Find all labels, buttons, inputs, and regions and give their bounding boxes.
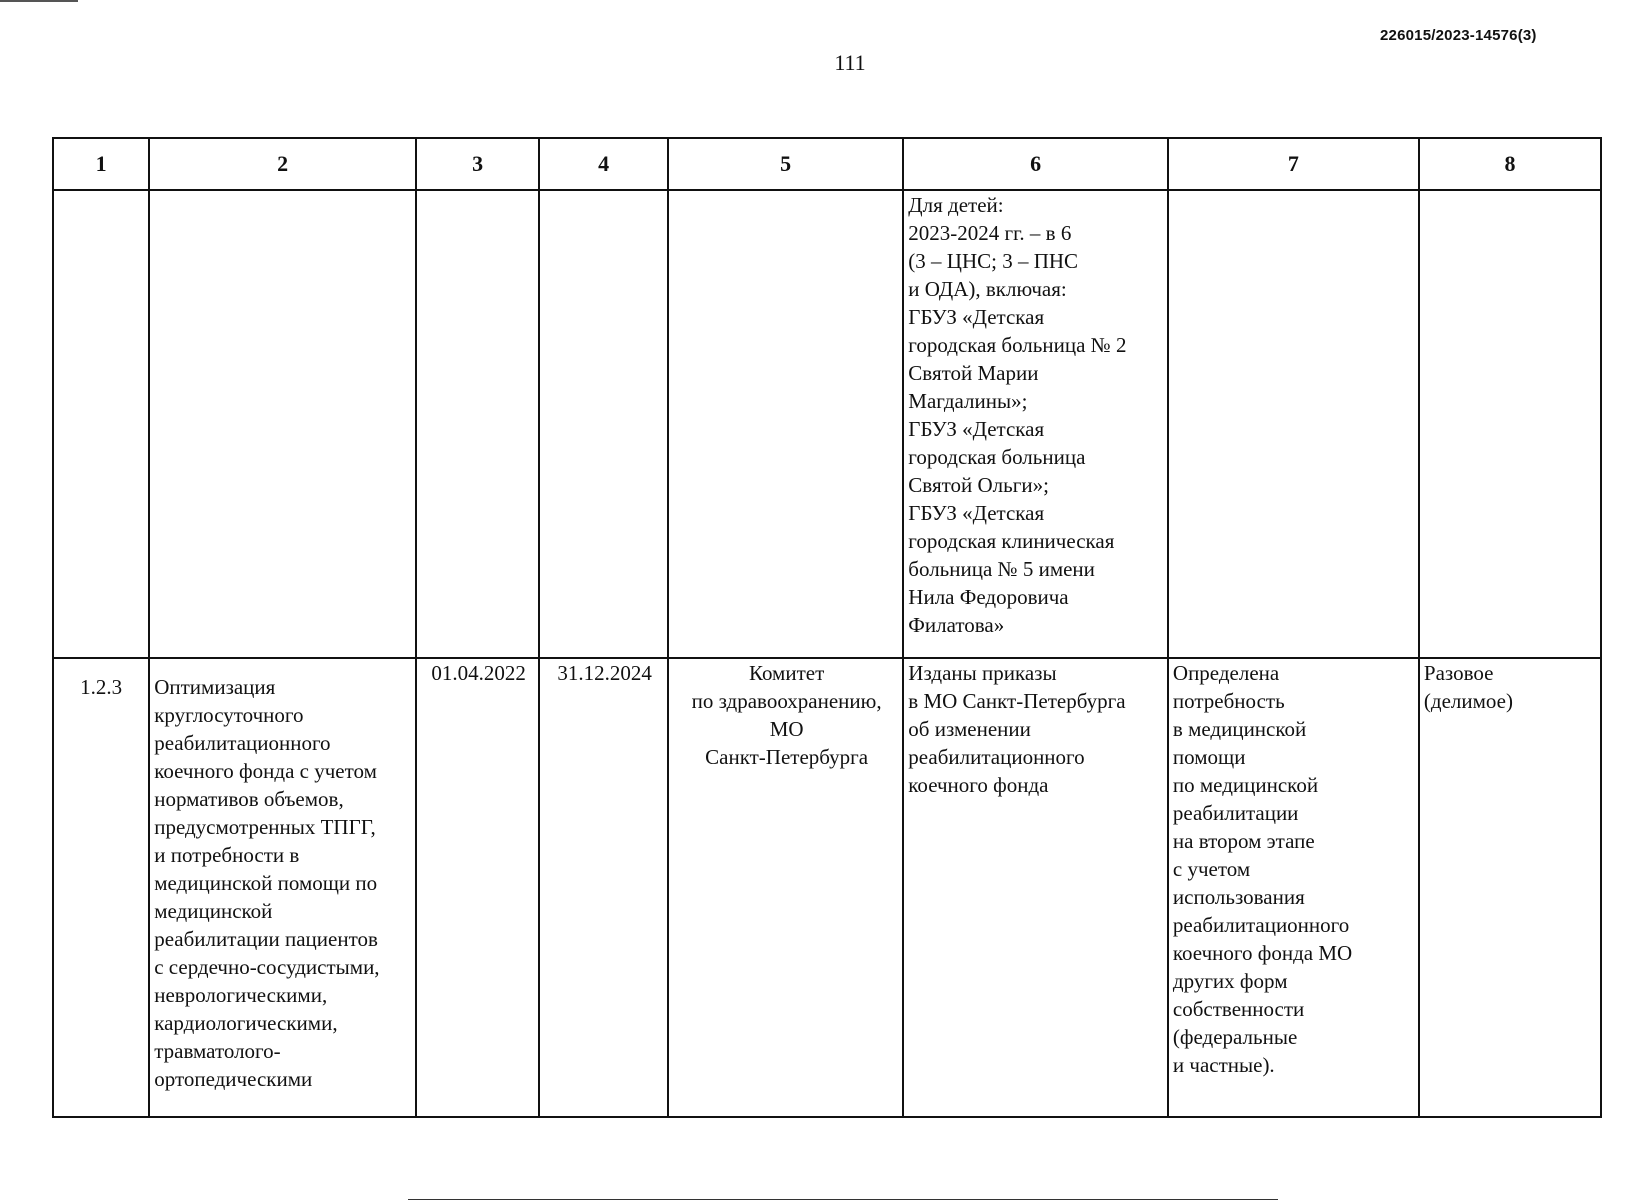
column-header-6: 6 (903, 138, 1168, 190)
text-line: круглосуточного (154, 703, 304, 727)
cell-indicator (1168, 658, 1419, 1117)
text-line: Филатова» (908, 613, 1005, 637)
cell-measure-name (149, 658, 416, 1117)
scan-edge-mark (0, 0, 78, 2)
cell-result (903, 658, 1168, 1117)
column-header-4: 4 (539, 138, 668, 190)
table-row-continuation (53, 190, 1601, 658)
text-line: (федеральные (1172, 1025, 1298, 1049)
cell-end-empty (539, 190, 668, 658)
text-line: 2023-2024 гг. – в 6 (908, 221, 1072, 245)
text-line: городская больница № 2 (908, 333, 1127, 357)
text-line: Нила Федоровича (908, 585, 1069, 609)
text-line: ГБУЗ «Детская (908, 501, 1045, 525)
text-line: об изменении (908, 717, 1031, 741)
text-line: ГБУЗ «Детская (908, 305, 1045, 329)
text-line: Для детей: (908, 193, 1004, 217)
cell-start-empty (416, 190, 539, 658)
text-line: городская больница (908, 445, 1086, 469)
text-line: в МО Санкт-Петербурга (908, 689, 1126, 713)
column-header-5: 5 (668, 138, 903, 190)
column-header-8: 8 (1419, 138, 1601, 190)
cell-name-empty (149, 190, 416, 658)
page-number: 111 (834, 50, 866, 75)
text-line: и частные). (1172, 1053, 1275, 1077)
cell-end-date: 31.12.2024 (539, 658, 668, 1117)
text-line: потребность (1172, 689, 1285, 713)
text-line: Оптимизация (154, 675, 276, 699)
text-line: и ОДА), включая: (908, 277, 1067, 301)
text-line: кардиологическими, (154, 1011, 338, 1035)
text-line: Святой Ольги»; (908, 473, 1049, 497)
cell-start-date: 01.04.2022 (416, 658, 539, 1117)
column-header-3: 3 (416, 138, 539, 190)
text-line: коечного фонда с учетом (154, 759, 377, 783)
text-line: с учетом (1172, 857, 1251, 881)
text-line: других форм (1172, 969, 1288, 993)
cell-result-continuation (903, 190, 1168, 658)
text-line: Магдалины»; (908, 389, 1028, 413)
text-line: Санкт-Петербурга (705, 745, 869, 769)
cell-item-number: 1.2.3 (53, 658, 149, 1117)
text-line: реабилитации пациентов (154, 927, 378, 951)
text-line: нормативов объемов, (154, 787, 344, 811)
column-header-7: 7 (1168, 138, 1419, 190)
text-line: ГБУЗ «Детская (908, 417, 1045, 441)
text-line: Определена (1172, 661, 1280, 685)
cell-indicator-empty (1168, 190, 1419, 658)
text-line: Святой Марии (908, 361, 1039, 385)
text-line: ортопедическими (154, 1067, 313, 1091)
text-line: предусмотренных ТПГГ, (154, 815, 376, 839)
cell-number-empty (53, 190, 149, 658)
text-line: помощи (1172, 745, 1246, 769)
text-line: по здравоохранению, (691, 689, 882, 713)
text-line: с сердечно-сосудистыми, (154, 955, 380, 979)
text-line: медицинской помощи по (154, 871, 378, 895)
cell-responsible-empty (668, 190, 903, 658)
text-line: собственности (1172, 997, 1305, 1021)
text-line: городская клиническая (908, 529, 1115, 553)
column-number-row (53, 138, 1601, 190)
text-line: (3 – ЦНС; 3 – ПНС (908, 249, 1079, 273)
text-line: реабилитации (1172, 801, 1299, 825)
text-line: МО (769, 717, 804, 741)
text-line: медицинской (154, 899, 273, 923)
text-line: больница № 5 имени (908, 557, 1095, 581)
text-line: (делимое) (1423, 689, 1513, 713)
text-line: коечного фонда МО (1172, 941, 1353, 965)
text-line: Изданы приказы (908, 661, 1057, 685)
text-line: Разовое (1423, 661, 1494, 685)
text-line: неврологическими, (154, 983, 328, 1007)
document-registration-number: 226015/2023-14576(3) (1380, 27, 1537, 44)
text-line: травматолого- (154, 1039, 281, 1063)
table-row-1-2-3 (53, 658, 1601, 1117)
text-line: реабилитационного (908, 745, 1085, 769)
cell-measure-type (1419, 658, 1601, 1117)
text-line: Комитет (749, 661, 825, 685)
text-line: в медицинской (1172, 717, 1307, 741)
cell-responsible (668, 658, 903, 1117)
text-line: и потребности в (154, 843, 300, 867)
column-header-1: 1 (53, 138, 149, 190)
text-line: на втором этапе (1172, 829, 1315, 853)
text-line: использования (1172, 885, 1305, 909)
text-line: реабилитационного (154, 731, 331, 755)
cell-type-empty (1419, 190, 1601, 658)
plan-table (52, 137, 1602, 1118)
text-line: по медицинской (1172, 773, 1319, 797)
text-line: коечного фонда (908, 773, 1049, 797)
text-line: реабилитационного (1172, 913, 1350, 937)
column-header-2: 2 (149, 138, 416, 190)
